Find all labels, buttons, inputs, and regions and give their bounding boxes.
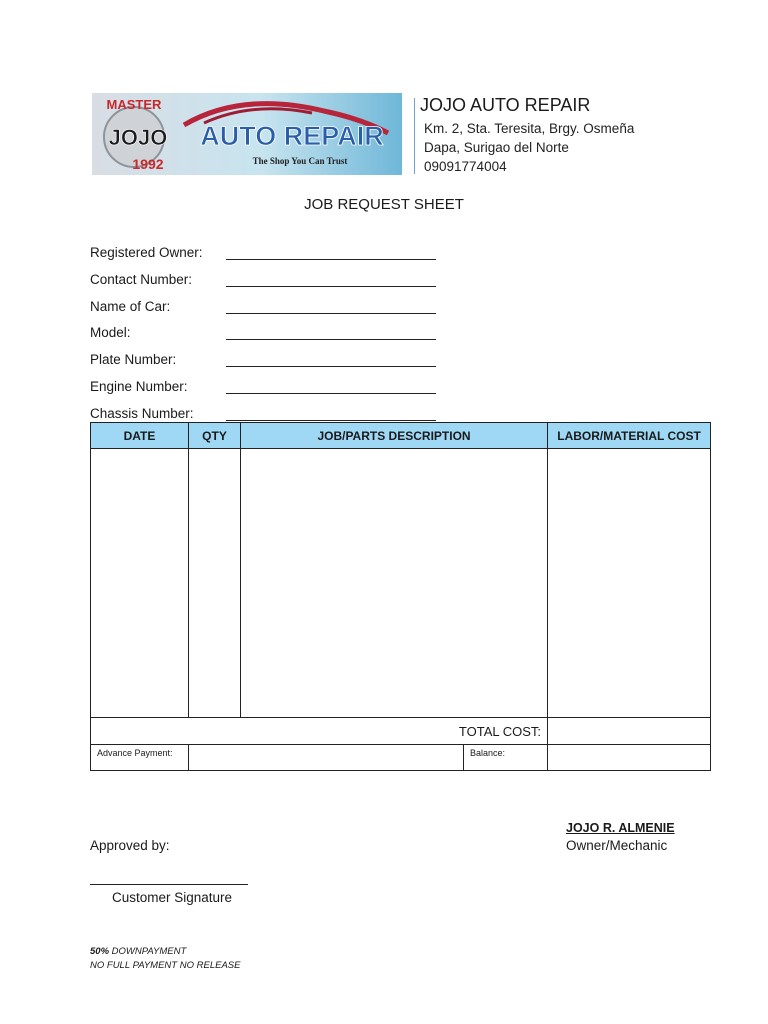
field-label-contact-number: Contact Number: bbox=[90, 272, 193, 287]
table-header-row bbox=[91, 423, 711, 449]
column-header-cost: LABOR/MATERIAL COST bbox=[548, 423, 711, 449]
field-line-chassis-number[interactable] bbox=[226, 420, 436, 421]
phone-number: 09091774004 bbox=[424, 159, 507, 174]
logo-badge-top: MASTER bbox=[106, 97, 162, 112]
balance-value[interactable] bbox=[548, 745, 711, 771]
description-cell[interactable] bbox=[241, 449, 548, 718]
table-body-row bbox=[91, 449, 711, 718]
qty-cell[interactable] bbox=[189, 449, 241, 718]
column-header-description: JOB/PARTS DESCRIPTION bbox=[241, 423, 548, 449]
total-cost-label: TOTAL COST: bbox=[91, 718, 548, 745]
column-header-date: DATE bbox=[91, 423, 189, 449]
field-label-model: Model: bbox=[90, 325, 131, 340]
column-header-qty: QTY bbox=[189, 423, 241, 449]
address-line-1: Km. 2, Sta. Teresita, Brgy. Osmeña bbox=[424, 121, 635, 136]
logo-badge-name: JOJO bbox=[108, 125, 168, 150]
date-cell[interactable] bbox=[91, 449, 189, 718]
owner-title: Owner/Mechanic bbox=[566, 838, 668, 853]
approved-by-label: Approved by: bbox=[90, 838, 170, 853]
advance-payment-label: Advance Payment: bbox=[91, 745, 189, 771]
logo-brand: AUTO REPAIR bbox=[200, 121, 384, 151]
logo-badge-year: 1992 bbox=[132, 156, 164, 172]
company-logo bbox=[92, 93, 402, 175]
customer-signature-label: Customer Signature bbox=[112, 890, 233, 905]
customer-signature-line[interactable] bbox=[90, 884, 248, 885]
logo-tagline: The Shop You Can Trust bbox=[252, 156, 348, 166]
field-label-engine-number: Engine Number: bbox=[90, 379, 188, 394]
balance-label: Balance: bbox=[464, 745, 548, 771]
note-downpayment-percent: 50% bbox=[90, 946, 110, 957]
note-downpayment-text: DOWNPAYMENT bbox=[109, 946, 187, 957]
field-label-name-of-car: Name of Car: bbox=[90, 299, 171, 314]
field-label-registered-owner: Registered Owner: bbox=[90, 245, 203, 260]
job-table bbox=[90, 422, 711, 771]
field-line-plate-number[interactable] bbox=[226, 366, 436, 367]
address-line-2: Dapa, Surigao del Norte bbox=[424, 140, 569, 155]
note-downpayment bbox=[90, 946, 186, 957]
payment-row bbox=[91, 745, 711, 771]
cost-cell[interactable] bbox=[548, 449, 711, 718]
document-title: JOB REQUEST SHEET bbox=[304, 196, 464, 213]
field-label-plate-number: Plate Number: bbox=[90, 352, 177, 367]
company-name: JOJO AUTO REPAIR bbox=[420, 95, 591, 115]
field-line-model[interactable] bbox=[226, 339, 436, 340]
field-line-name-of-car[interactable] bbox=[226, 313, 436, 314]
owner-name: JOJO R. ALMENIE bbox=[566, 821, 675, 835]
field-label-chassis-number: Chassis Number: bbox=[90, 406, 194, 421]
total-cost-value[interactable] bbox=[548, 718, 711, 745]
advance-payment-value[interactable] bbox=[189, 745, 464, 771]
header-divider bbox=[414, 98, 415, 174]
field-line-registered-owner[interactable] bbox=[226, 259, 436, 260]
field-line-engine-number[interactable] bbox=[226, 393, 436, 394]
note-no-release: NO FULL PAYMENT NO RELEASE bbox=[90, 960, 241, 971]
total-row bbox=[91, 718, 711, 745]
field-line-contact-number[interactable] bbox=[226, 286, 436, 287]
